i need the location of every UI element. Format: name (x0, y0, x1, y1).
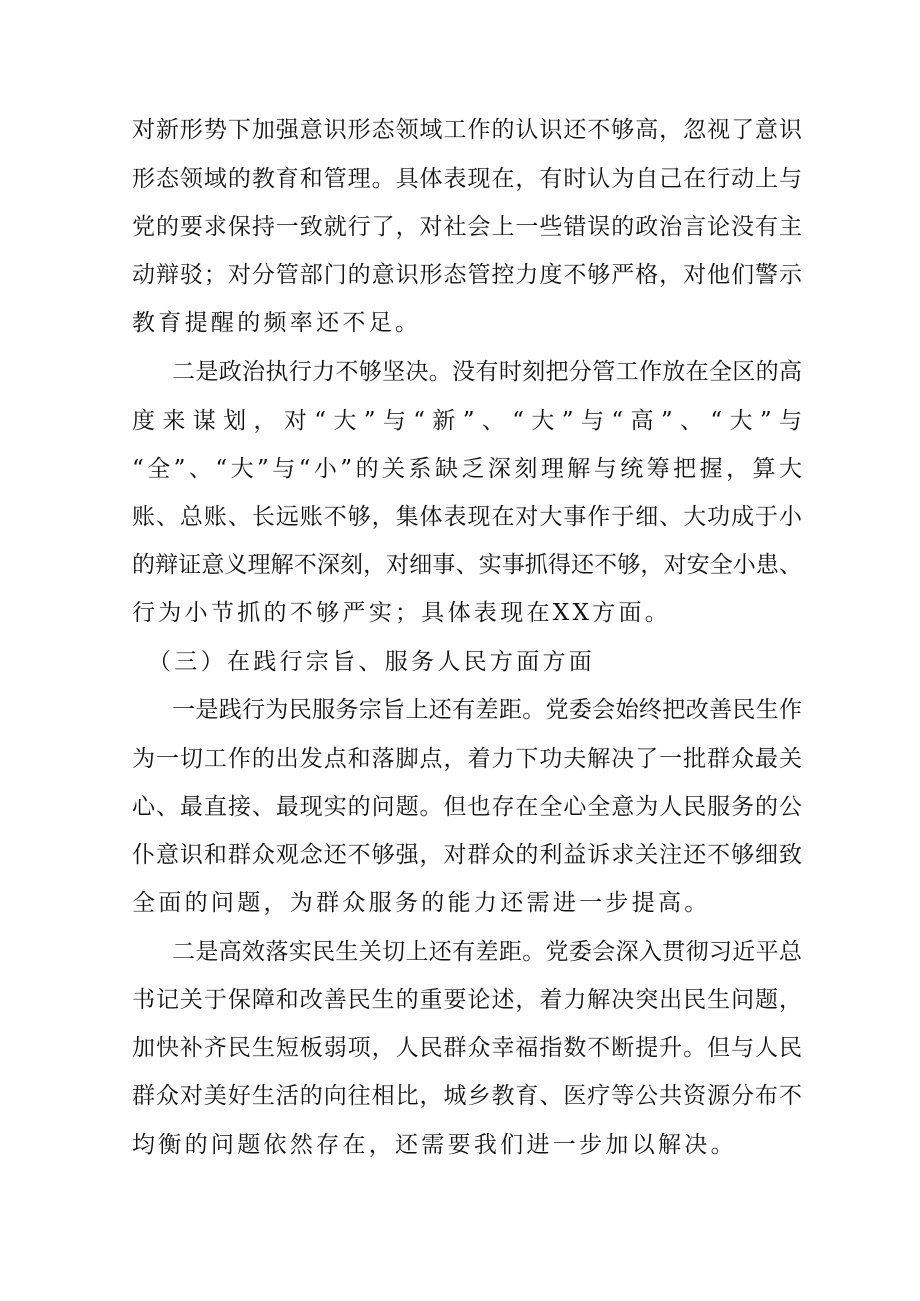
paragraph-line: 形态领域的教育和管理。具体表现在，有时认为自己在行动上与 (132, 166, 802, 192)
paragraph-line: 均衡的问题依然存在，还需要我们进一步加以解决。 (132, 1132, 737, 1158)
paragraph-line: 账、总账、长远账不够，集体表现在对大事作于细、大功成于小 (132, 504, 802, 530)
paragraph-line: 书记关于保障和改善民生的重要论述，着力解决突出民生问题， (132, 987, 802, 1013)
section-heading: （三）在践行宗旨、服务人民方面方面 (148, 649, 596, 675)
paragraph-line: 的辩证意义理解不深刻，对细事、实事抓得还不够，对安全小患、 (132, 552, 802, 578)
paragraph-line: 加快补齐民生短板弱项，人民群众幸福指数不断提升。但与人民 (132, 1035, 802, 1061)
paragraph-line: 党的要求保持一致就行了，对社会上一些错误的政治言论没有主 (132, 214, 802, 240)
paragraph-line: “全”、“大”与“小”的关系缺乏深刻理解与统筹把握，算大 (132, 456, 802, 482)
paragraph-line: 为一切工作的出发点和落脚点，着力下功夫解决了一批群众最关 (132, 746, 802, 772)
paragraph-line: 群众对美好生活的向往相比，城乡教育、医疗等公共资源分布不 (132, 1083, 802, 1109)
paragraph-line: 动辩驳；对分管部门的意识形态管控力度不够严格，对他们警示 (132, 262, 802, 288)
paragraph-line: 心、最直接、最现实的问题。但也存在全心全意为人民服务的公 (132, 794, 802, 820)
paragraph-line: 对新形势下加强意识形态领域工作的认识还不够高，忽视了意识 (132, 117, 802, 143)
paragraph-line: 一是践行为民服务宗旨上还有差距。党委会始终把改善民生作 (172, 697, 802, 723)
paragraph-line: 二是高效落实民生关切上还有差距。党委会深入贯彻习近平总 (172, 939, 802, 965)
paragraph-line: 度来谋划，对“大”与“新”、“大”与“高”、“大”与 (132, 408, 802, 434)
paragraph-line: 全面的问题，为群众服务的能力还需进一步提高。 (132, 890, 711, 916)
paragraph-line: 二是政治执行力不够坚决。没有时刻把分管工作放在全区的高 (172, 359, 802, 385)
paragraph-line: 教育提醒的频率还不足。 (132, 310, 422, 336)
paragraph-line: 仆意识和群众观念还不够强，对群众的利益诉求关注还不够细致 (132, 842, 802, 868)
paragraph-line: 行为小节抓的不够严实；具体表现在XX方面。 (132, 600, 672, 626)
